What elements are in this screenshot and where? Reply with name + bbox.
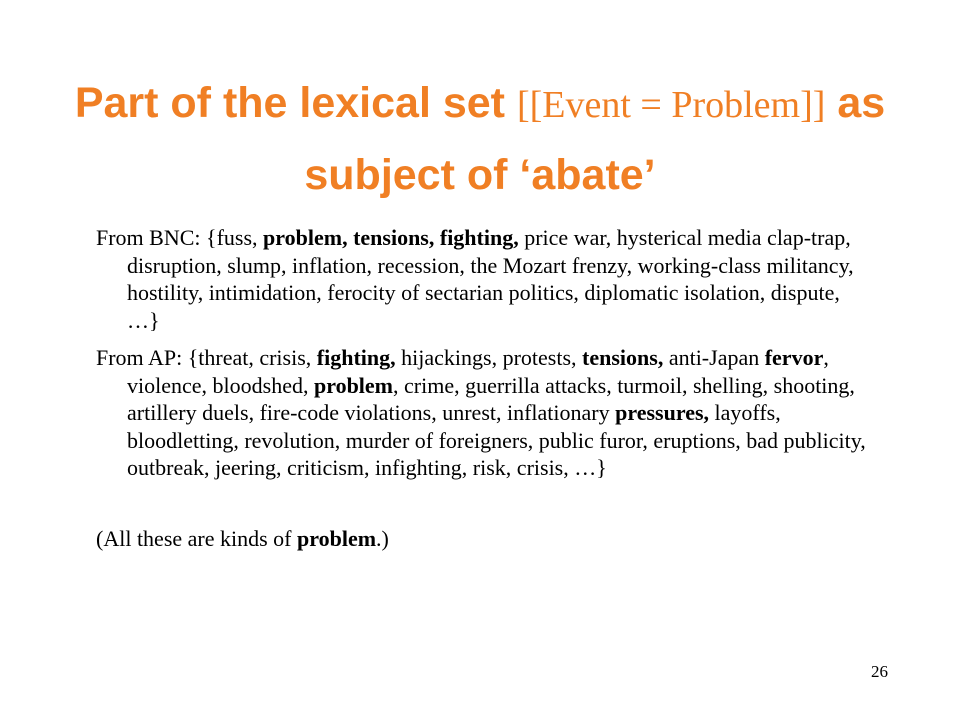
- slide-body: [96, 224, 876, 552]
- bold-term: problem, tensions, fighting,: [263, 225, 519, 250]
- bold-term: pressures,: [615, 400, 710, 425]
- bold-term: problem: [297, 525, 377, 551]
- text-segment: From BNC: {fuss,: [96, 225, 264, 250]
- summary-paragraph: [96, 525, 876, 553]
- slide-title: [40, 72, 920, 216]
- text-segment: price war, hysterical media clap-trap, disruption, slump, inflation, recession, the Mozart frenzy, working-class militancy, hostility, intimidation, ferocity of sectarian politics, diplomatic isolation, dispute, …}: [127, 225, 854, 333]
- bold-term: fervor: [764, 345, 824, 370]
- text-segment: (All these are kinds of: [96, 525, 297, 551]
- ap-paragraph: [96, 344, 876, 482]
- title-part-3: as subject of ‘abate’: [304, 79, 886, 199]
- bold-term: tensions,: [582, 345, 664, 370]
- bold-term: fighting,: [316, 345, 396, 370]
- bold-term: problem: [313, 372, 394, 398]
- bnc-paragraph: [96, 224, 876, 334]
- text-segment: anti-Japan: [663, 345, 765, 370]
- slide-number: 26: [871, 662, 888, 681]
- text-segment: From AP: {threat, crisis,: [96, 345, 317, 370]
- text-segment: hijackings, protests,: [395, 345, 583, 370]
- text-segment: , crime, guerrilla attacks, turmoil, shelling, shooting, artillery duels, fire-code violations, unrest, inflationary: [127, 372, 855, 425]
- title-part-1: Part of the lexical set: [74, 79, 517, 127]
- title-part-2: [[Event = Problem]]: [516, 84, 826, 126]
- text-segment: .): [376, 525, 389, 551]
- text-segment: layoffs, bloodletting, revolution, murder of foreigners, public furor, eruptions, bad publicity, outbreak, jeering, criticism, infighting, risk, crisis, …}: [127, 400, 866, 480]
- text-segment: , violence, bloodshed,: [127, 345, 829, 398]
